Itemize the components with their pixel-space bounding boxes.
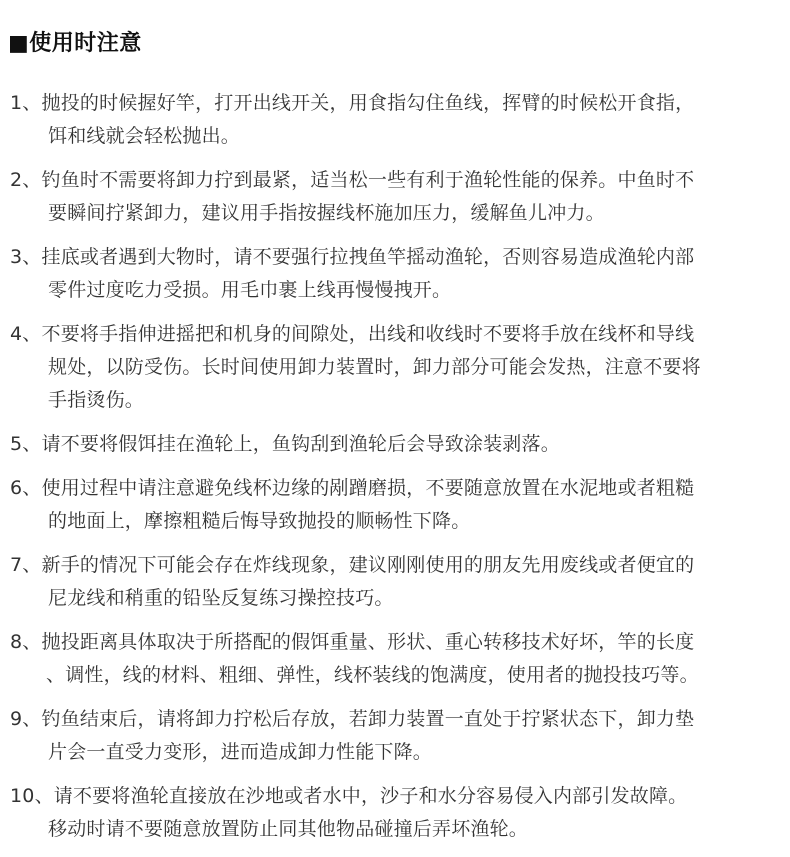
note-line: 、调性，线的材料、粗细、弹性，线杯装线的饱满度，使用者的抛投技巧等。 bbox=[46, 664, 699, 686]
note-line: 要瞬间拧紧卸力，建议用手指按握线杯施加压力，缓解鱼儿冲力。 bbox=[48, 202, 605, 224]
note-item bbox=[10, 626, 788, 692]
note-item bbox=[10, 780, 788, 846]
note-item bbox=[10, 87, 788, 153]
note-item bbox=[10, 549, 788, 615]
note-item bbox=[10, 472, 788, 538]
note-line: 9、钓鱼结束后，请将卸力拧松后存放，若卸力装置一直处于拧紧状态下，卸力垫 bbox=[10, 708, 695, 730]
note-line: 7、新手的情况下可能会存在炸线现象，建议刚刚使用的朋友先用废线或者便宜的 bbox=[10, 554, 695, 576]
note-line: 手指烫伤。 bbox=[48, 389, 145, 411]
note-line: 移动时请不要随意放置防止同其他物品碰撞后弄坏渔轮。 bbox=[48, 818, 529, 840]
note-item bbox=[10, 428, 788, 461]
note-item bbox=[10, 318, 788, 417]
note-line: 尼龙线和稍重的铅坠反复练习操控技巧。 bbox=[48, 587, 394, 609]
note-line: 8、抛投距离具体取决于所搭配的假饵重量、形状、重心转移技术好坏，竿的长度 bbox=[10, 631, 695, 653]
note-line: 片会一直受力变形，进而造成卸力性能下降。 bbox=[48, 741, 433, 763]
note-line: 10、请不要将渔轮直接放在沙地或者水中，沙子和水分容易侵入内部引发故障。 bbox=[10, 785, 688, 807]
section-heading: ■使用时注意 bbox=[8, 31, 142, 56]
note-line: 2、钓鱼时不需要将卸力拧到最紧，适当松一些有利于渔轮性能的保养。中鱼时不 bbox=[10, 169, 695, 191]
note-line: 零件过度吃力受损。用毛巾裹上线再慢慢拽开。 bbox=[48, 279, 452, 301]
note-line: 1、抛投的时候握好竿，打开出线开关，用食指勾住鱼线，挥臂的时候松开食指， bbox=[10, 92, 695, 114]
note-line: 4、不要将手指伸进摇把和机身的间隙处，出线和收线时不要将手放在线杯和导线 bbox=[10, 323, 695, 345]
note-line: 饵和线就会轻松抛出。 bbox=[48, 125, 241, 147]
note-line: 6、使用过程中请注意避免线杯边缘的剐蹭磨损，不要随意放置在水泥地或者粗糙 bbox=[10, 477, 695, 499]
note-line: 规处，以防受伤。长时间使用卸力装置时，卸力部分可能会发热，注意不要将 bbox=[48, 356, 701, 378]
note-line: 的地面上，摩擦粗糙后悔导致抛投的顺畅性下降。 bbox=[48, 510, 471, 532]
note-item bbox=[10, 164, 788, 230]
note-item bbox=[10, 241, 788, 307]
note-line: 5、请不要将假饵挂在渔轮上，鱼钩刮到渔轮后会导致涂装剥落。 bbox=[10, 433, 560, 455]
note-item bbox=[10, 703, 788, 769]
note-line: 3、挂底或者遇到大物时，请不要强行拉拽鱼竿摇动渔轮，否则容易造成渔轮内部 bbox=[10, 246, 695, 268]
usage-notes-list bbox=[10, 87, 788, 857]
